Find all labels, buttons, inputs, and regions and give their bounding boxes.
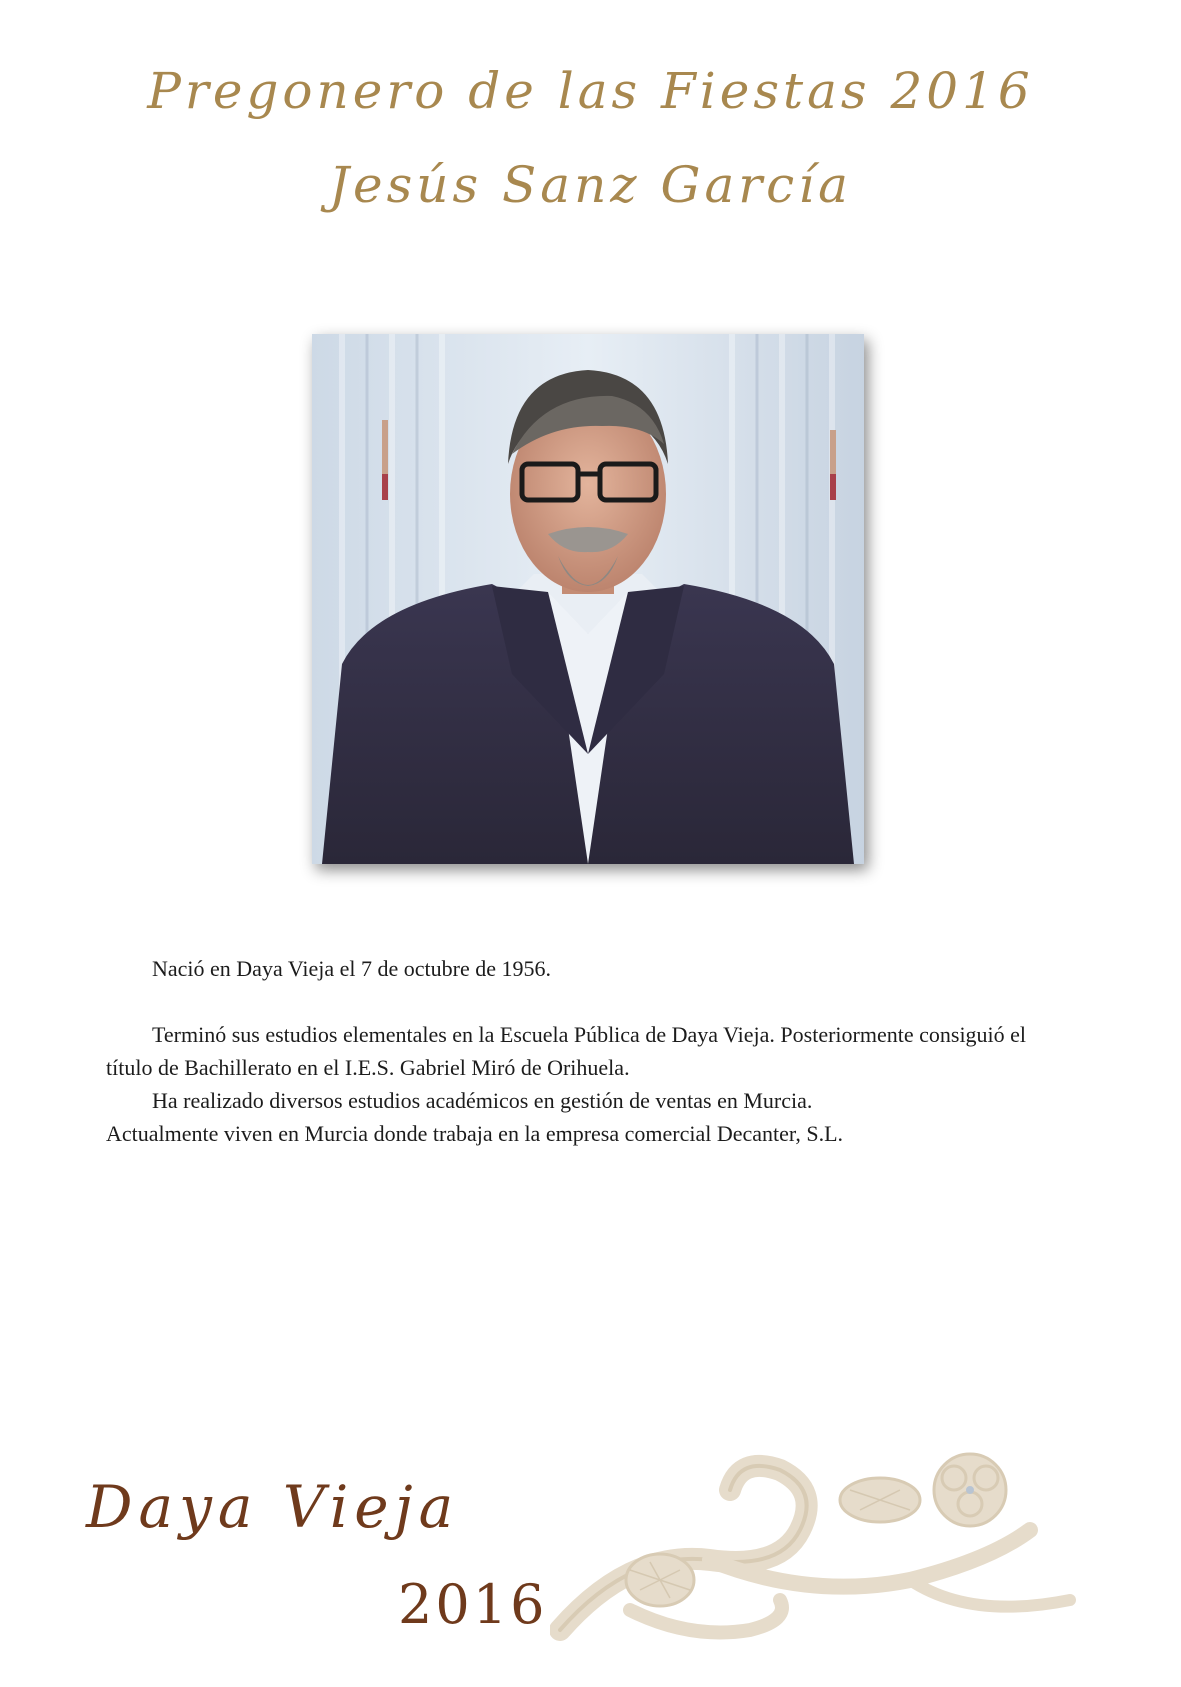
biography-text xyxy=(106,952,1066,1150)
bio-paragraph-birth: Nació en Daya Vieja el 7 de octubre de 1956. xyxy=(152,956,552,981)
page-title-line-2: Jesús Sanz García xyxy=(328,156,852,214)
footer-place-name: Daya Vieja xyxy=(86,1473,460,1541)
footer-year: 2016 xyxy=(398,1573,548,1636)
bio-paragraph-academic: Ha realizado diversos estudios académicos en gestión de ventas en Murcia. xyxy=(152,1088,813,1113)
bio-paragraph-work: Actualmente viven en Murcia donde trabaja en la empresa comercial Decanter, S.L. xyxy=(106,1121,844,1146)
lace-flourish-icon xyxy=(550,1430,1110,1650)
page-title-line-1: Pregonero de las Fiestas 2016 xyxy=(147,62,1034,120)
bio-paragraph-studies: Terminó sus estudios elementales en la Escuela Pública de Daya Vieja. Posteriormente consiguió el título de Bachillerato en el I.E.S. Gabriel Miró de Orihuela. xyxy=(106,1022,1027,1080)
portrait-photo xyxy=(312,334,864,864)
